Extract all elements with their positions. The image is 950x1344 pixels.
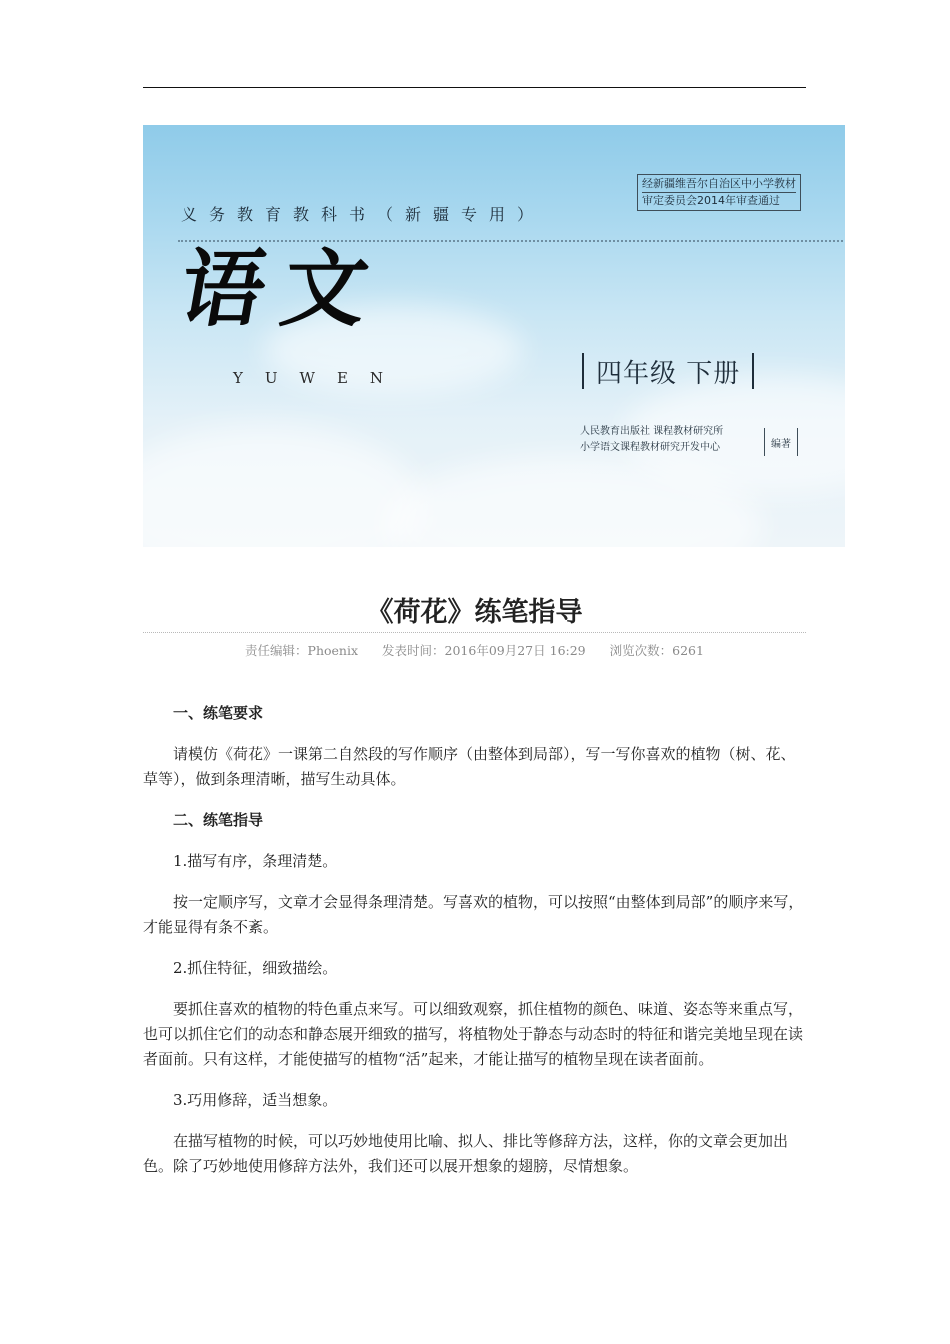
cover-publisher bbox=[580, 424, 723, 456]
section-heading: 一、练笔要求 bbox=[173, 704, 264, 722]
textbook-cover-image bbox=[143, 125, 845, 547]
title-divider bbox=[143, 632, 806, 633]
cover-compile-label: 编著 bbox=[764, 428, 798, 456]
cover-pinyin: YUWEN bbox=[233, 369, 406, 387]
cover-approval-line: 经新疆维吾尔自治区中小学教材 bbox=[642, 176, 796, 193]
header-rule bbox=[143, 87, 806, 88]
paragraph: 要抓住喜欢的植物的特色重点来写。可以细致观察，抓住植物的颜色、味道、姿态等来重点写，也可以抓住它们的动态和静态展开细致的描写，将植物处于静态与动态时的特征和谐完美地呈现在读者面前。只有这样，才能使描写的植物“活”起来，才能让描写的植物呈现在读者面前。 bbox=[143, 1000, 804, 1068]
article-meta bbox=[143, 641, 806, 659]
cover-title: 语文 bbox=[172, 239, 394, 338]
meta-editor: 责任编辑：Phoenix bbox=[245, 643, 359, 658]
section-heading: 二、练笔指导 bbox=[173, 811, 264, 829]
article-body bbox=[143, 701, 806, 1195]
paragraph: 2.抓住特征，细致描绘。 bbox=[173, 959, 338, 977]
paragraph: 请模仿《荷花》一课第二自然段的写作顺序（由整体到局部），写一写你喜欢的植物（树、花、草等），做到条理清晰，描写生动具体。 bbox=[143, 745, 796, 788]
article-title: 《荷花》练笔指导 bbox=[366, 597, 583, 628]
paragraph: 3.巧用修辞，适当想象。 bbox=[173, 1091, 338, 1109]
cloud-shape bbox=[143, 425, 423, 547]
cover-publisher-line: 人民教育出版社 课程教材研究所 bbox=[580, 426, 724, 437]
cover-approval-box bbox=[637, 174, 801, 211]
cover-series: 义务教育教科书（新疆专用） bbox=[181, 205, 546, 224]
meta-published: 发表时间：2016年09月27日 16:29 bbox=[382, 643, 586, 658]
cover-publisher-line: 小学语文课程教材研究开发中心 bbox=[580, 442, 720, 453]
cover-grade: 四年级 下册 bbox=[582, 353, 754, 389]
meta-views: 浏览次数：6261 bbox=[609, 643, 704, 658]
cover-approval-line: 审定委员会2014年审查通过 bbox=[642, 194, 780, 207]
paragraph: 1.描写有序，条理清楚。 bbox=[173, 852, 338, 870]
paragraph: 在描写植物的时候，可以巧妙地使用比喻、拟人、排比等修辞方法，这样，你的文章会更加出色。除了巧妙地使用修辞方法外，我们还可以展开想象的翅膀，尽情想象。 bbox=[143, 1132, 789, 1175]
paragraph: 按一定顺序写，文章才会显得条理清楚。写喜欢的植物，可以按照“由整体到局部”的顺序来写，才能显得有条不紊。 bbox=[143, 893, 804, 936]
